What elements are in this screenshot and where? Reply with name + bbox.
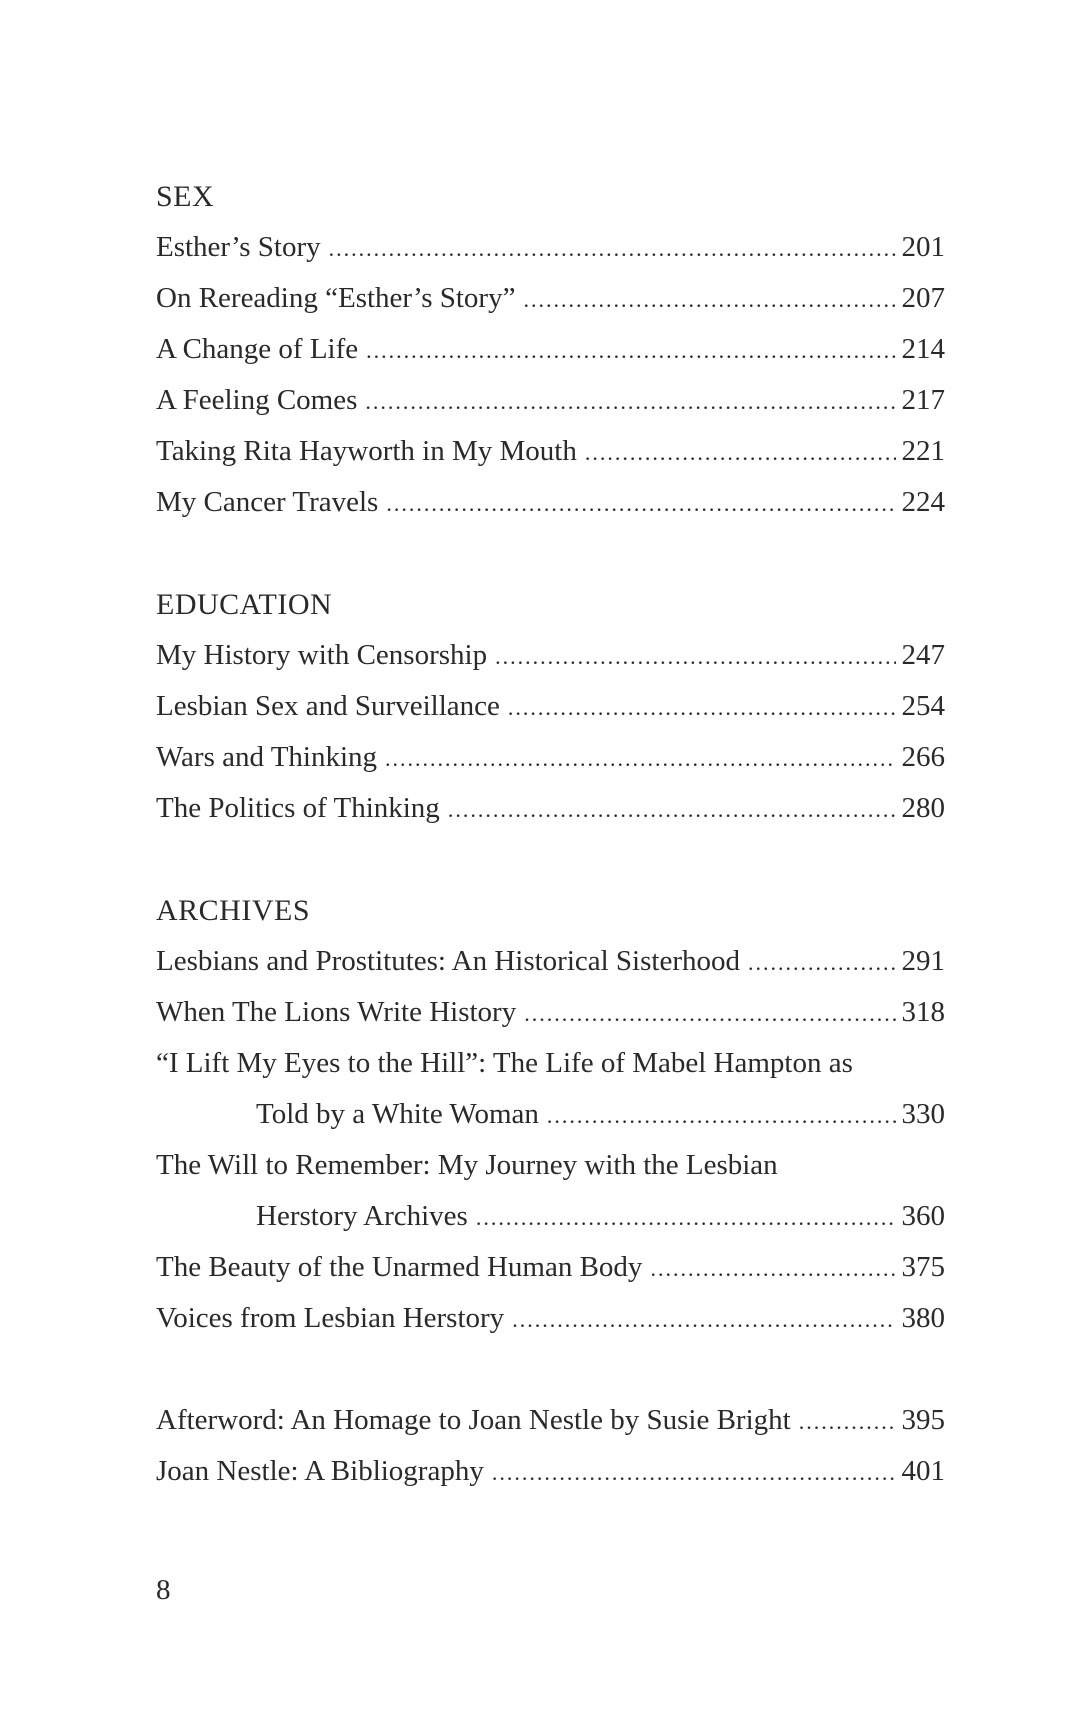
dot-leader [492,1447,896,1498]
dot-leader [329,223,896,274]
dot-leader [748,937,896,988]
entry-page-number: 280 [901,792,945,824]
entry-page-number: 291 [901,945,945,977]
entry-title: The Politics of Thinking [156,792,440,824]
entry-page-number: 330 [901,1098,945,1130]
toc-entry [156,783,945,834]
entry-page-number: 214 [901,333,945,365]
entry-title: Joan Nestle: A Bibliography [156,1455,484,1487]
section-heading-education: EDUCATION [156,588,333,621]
entry-title: Lesbian Sex and Surveillance [156,690,500,722]
entry-title-first-line: “I Lift My Eyes to the Hill”: The Life of Mabel Hampton as [156,1047,853,1079]
dot-leader [385,733,895,784]
entry-title-first-line: The Will to Remember: My Journey with the Lesbian [156,1149,778,1181]
dot-leader [512,1294,895,1345]
toc-entry [156,477,945,528]
toc-entry [156,324,945,375]
page-number: 8 [156,1574,171,1606]
dot-leader [547,1090,896,1141]
dot-leader [524,988,895,1039]
section-gap [156,1344,945,1395]
toc-entry [156,1089,945,1140]
entry-title: The Beauty of the Unarmed Human Body [156,1251,643,1283]
dot-leader [448,784,896,835]
dot-leader [476,1192,896,1243]
entry-page-number: 217 [901,384,945,416]
dot-leader [386,478,895,529]
toc-entry [156,426,945,477]
entry-title: Voices from Lesbian Herstory [156,1302,505,1334]
entry-title: A Feeling Comes [156,384,358,416]
toc-entry [156,1191,945,1242]
entry-title: Lesbians and Prostitutes: An Historical Sisterhood [156,945,740,977]
entry-page-number: 395 [901,1404,945,1436]
toc-entry [156,273,945,324]
dot-leader [365,376,895,427]
dot-leader [366,325,895,376]
entry-page-number: 247 [901,639,945,671]
entry-page-number: 360 [901,1200,945,1232]
entry-title: A Change of Life [156,333,359,365]
dot-leader [650,1243,895,1294]
entry-page-number: 266 [901,741,945,773]
toc-entry [156,1242,945,1293]
toc-entry [156,375,945,426]
toc-entry [156,936,945,987]
dot-leader [495,631,895,682]
dot-leader [799,1396,896,1447]
entry-title: Esther’s Story [156,231,321,263]
toc-entry [156,987,945,1038]
entry-title-continuation: Told by a White Woman [256,1098,539,1130]
entry-title-continuation: Herstory Archives [256,1200,468,1232]
toc-entry [156,1293,945,1344]
entry-page-number: 380 [901,1302,945,1334]
entry-title: On Rereading “Esther’s Story” [156,282,516,314]
entry-page-number: 375 [901,1251,945,1283]
toc-entry [156,1446,945,1497]
entry-page-number: 221 [901,435,945,467]
table-of-contents [156,171,945,1497]
entry-title: My History with Censorship [156,639,488,671]
toc-entry [156,630,945,681]
entry-title: Taking Rita Hayworth in My Mouth [156,435,577,467]
entry-title: When The Lions Write History [156,996,517,1028]
dot-leader [523,274,895,325]
toc-entry [156,222,945,273]
toc-entry [156,681,945,732]
toc-entry [156,732,945,783]
dot-leader [508,682,896,733]
section-heading-archives: ARCHIVES [156,894,311,927]
dot-leader [585,427,896,478]
entry-page-number: 207 [901,282,945,314]
entry-page-number: 224 [901,486,945,518]
entry-page-number: 318 [901,996,945,1028]
entry-title: My Cancer Travels [156,486,379,518]
entry-page-number: 254 [901,690,945,722]
section-heading-sex: SEX [156,180,215,213]
section-gap [156,834,945,885]
entry-page-number: 201 [901,231,945,263]
toc-entry [156,1395,945,1446]
entry-title: Afterword: An Homage to Joan Nestle by Susie Bright [156,1404,791,1436]
section-gap [156,528,945,579]
entry-page-number: 401 [901,1455,945,1487]
entry-title: Wars and Thinking [156,741,378,773]
